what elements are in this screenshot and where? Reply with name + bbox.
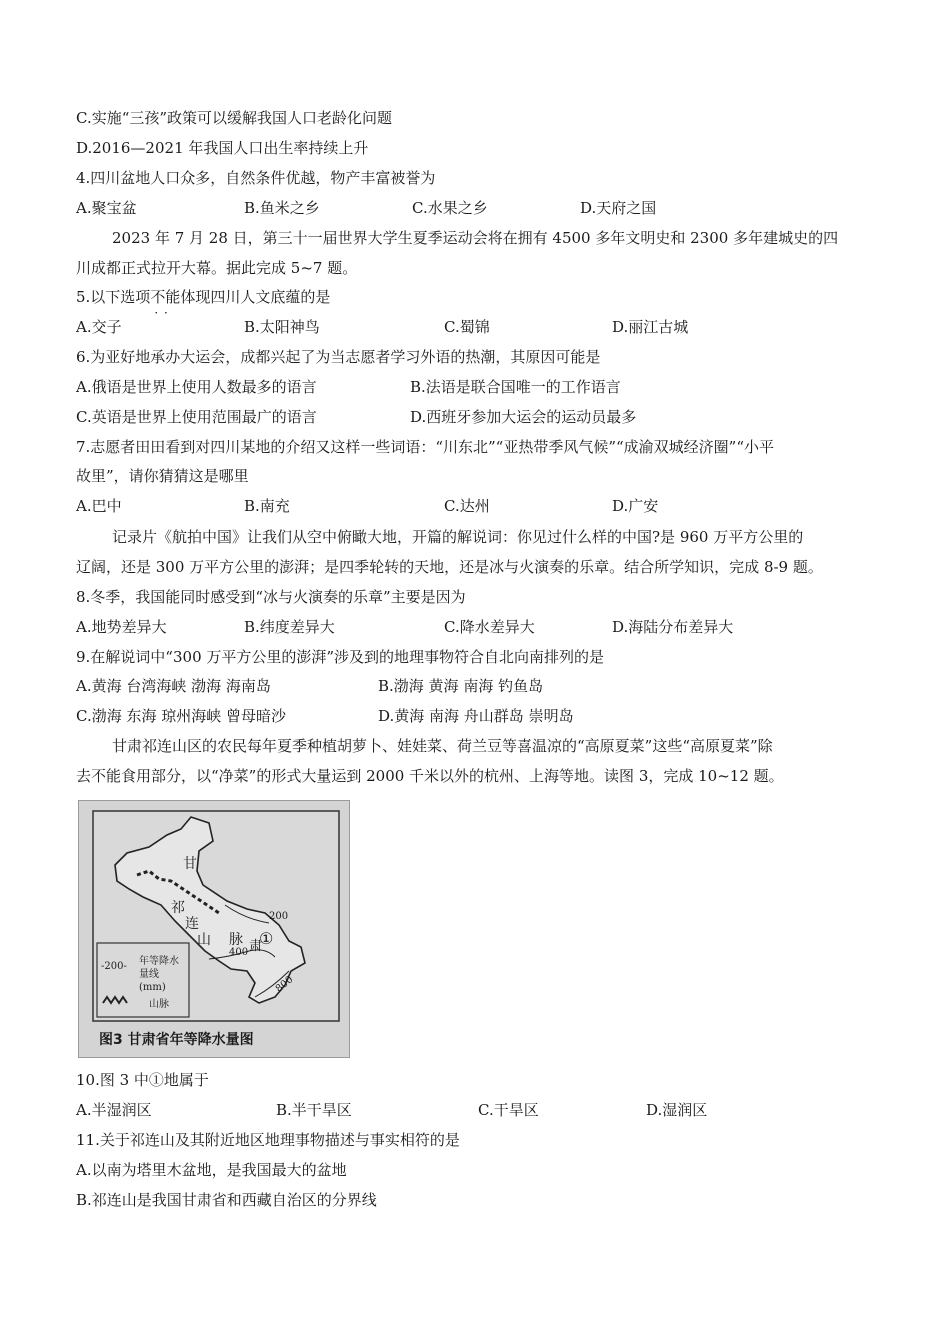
q9-option-c: C.渤海 东海 琼州海峡 曾母暗沙 (76, 707, 287, 725)
passage3-line2: 去不能食用部分，以“净菜”的形式大量运到 2000 千米以外的杭州、上海等地。读图 3，完成 10~12 题。 (76, 767, 784, 785)
q5-stem (76, 287, 330, 307)
isohyet-800-label: 800 (273, 974, 296, 995)
legend-isohyet-text: 年等降水量线(mm) (139, 956, 179, 993)
q7-option-d: D.广安 (612, 497, 659, 515)
q3-option-c: C.实施“三孩”政策可以缓解我国人口老龄化问题 (76, 109, 393, 127)
q4-option-d: D.天府之国 (580, 199, 657, 217)
passage3-line1: 甘肃祁连山区的农民每年夏季种植胡萝卜、娃娃菜、荷兰豆等喜温凉的“高原夏菜”这些“高原夏菜”除 (112, 737, 773, 755)
gansu-precipitation-map (78, 800, 350, 1058)
q5-option-d: D.丽江古城 (612, 318, 689, 336)
marker-1: ① (259, 929, 274, 948)
passage1-line1: 2023 年 7 月 28 日，第三十一届世界大学生夏季运动会将在拥有 4500 多年文明史和 2300 多年建城史的四 (112, 229, 839, 247)
q6-stem: 6.为亚好地承办大运会，成都兴起了为当志愿者学习外语的热潮，其原因可能是 (76, 348, 601, 366)
q8-option-a: A.地势差异大 (76, 618, 167, 636)
q8-option-c: C.降水差异大 (444, 618, 535, 636)
q8-option-b: B.纬度差异大 (244, 618, 335, 636)
q5-option-b: B.太阳神鸟 (244, 318, 320, 336)
q7-option-b: B.南充 (244, 497, 290, 515)
label-shu: 肃 (249, 939, 263, 954)
map-graphic (79, 801, 349, 1057)
q11-stem: 11.关于祁连山及其附近地区地理事物描述与事实相符的是 (76, 1131, 460, 1149)
q7-stem-line2: 故里”，请你猜猜这是哪里 (76, 467, 249, 485)
passage2-line1: 记录片《航拍中国》让我们从空中俯瞰大地，开篇的解说词：你见过什么样的中国?是 960 万平方公里的 (112, 528, 804, 546)
q6-option-c: C.英语是世界上使用范围最广的语言 (76, 408, 317, 426)
label-gan: 甘 (183, 856, 197, 872)
q9-option-d: D.黄海 南海 舟山群岛 崇明岛 (378, 707, 574, 725)
figure-caption: 图3 甘肃省年等降水量图 (99, 1032, 254, 1048)
legend-isohyet-symbol: -200- (101, 961, 127, 972)
q7-option-c: C.达州 (444, 497, 490, 515)
q8-option-d: D.海陆分布差异大 (612, 618, 734, 636)
q5-stem-emphasis: 不能 · · (150, 288, 180, 306)
q9-option-b: B.渤海 黄海 南海 钓鱼岛 (378, 677, 544, 695)
q8-stem: 8.冬季，我国能同时感受到“冰与火演奏的乐章”主要是因为 (76, 588, 466, 606)
q5-stem-part2: 体现四川人文底蕴的是 (180, 288, 331, 306)
q5-option-a: A.交子 (76, 318, 122, 336)
q7-stem-line1: 7.志愿者田田看到对四川某地的介绍又这样一些词语：“川东北”“亚热带季风气候”“成渝双城经济圈”“小平 (76, 438, 774, 456)
legend-mountain-text: 山脉 (149, 999, 169, 1010)
label-lian: 连 (185, 916, 199, 932)
q6-option-d: D.西班牙参加大运会的运动员最多 (410, 408, 637, 426)
q11-option-a: A.以南为塔里木盆地，是我国最大的盆地 (76, 1161, 347, 1179)
q4-option-b: B.鱼米之乡 (244, 199, 320, 217)
label-qi: 祁 (171, 900, 185, 916)
q10-option-c: C.干旱区 (478, 1101, 539, 1119)
q6-option-a: A.俄语是世界上使用人数最多的语言 (76, 378, 317, 396)
q11-option-b: B.祁连山是我国甘肃省和西藏自治区的分界线 (76, 1191, 377, 1209)
passage2-line2: 辽阔，还是 300 万平方公里的澎湃；是四季轮转的天地，还是冰与火演奏的乐章。结合所学知识，完成 8-9 题。 (76, 558, 823, 576)
q4-option-a: A.聚宝盆 (76, 199, 137, 217)
q6-option-b: B.法语是联合国唯一的工作语言 (410, 378, 621, 396)
q3-option-d: D.2016—2021 年我国人口出生率持续上升 (76, 139, 369, 157)
q5-option-c: C.蜀锦 (444, 318, 490, 336)
label-mai: 脉 (229, 932, 243, 948)
isohyet-200-label: 200 (269, 911, 289, 922)
q4-stem: 4.四川盆地人口众多，自然条件优越，物产丰富被誉为 (76, 169, 436, 187)
passage1-line2: 川成都正式拉开大幕。据此完成 5~7 题。 (76, 259, 358, 277)
q10-stem: 10.图 3 中①地属于 (76, 1071, 209, 1089)
isohyet-400-label: 400 (229, 947, 249, 958)
q9-stem: 9.在解说词中“300 万平方公里的澎湃”涉及到的地理事物符合自北向南排列的是 (76, 648, 605, 666)
label-shan: 山 (197, 932, 211, 948)
q7-option-a: A.巴中 (76, 497, 122, 515)
q10-option-a: A.半湿润区 (76, 1101, 152, 1119)
q9-option-a: A.黄海 台湾海峡 渤海 海南岛 (76, 677, 271, 695)
q4-option-c: C.水果之乡 (412, 199, 488, 217)
q10-option-b: B.半干旱区 (276, 1101, 352, 1119)
q10-option-d: D.湿润区 (646, 1101, 708, 1119)
q5-stem-part1: 5.以下选项 (76, 288, 151, 306)
